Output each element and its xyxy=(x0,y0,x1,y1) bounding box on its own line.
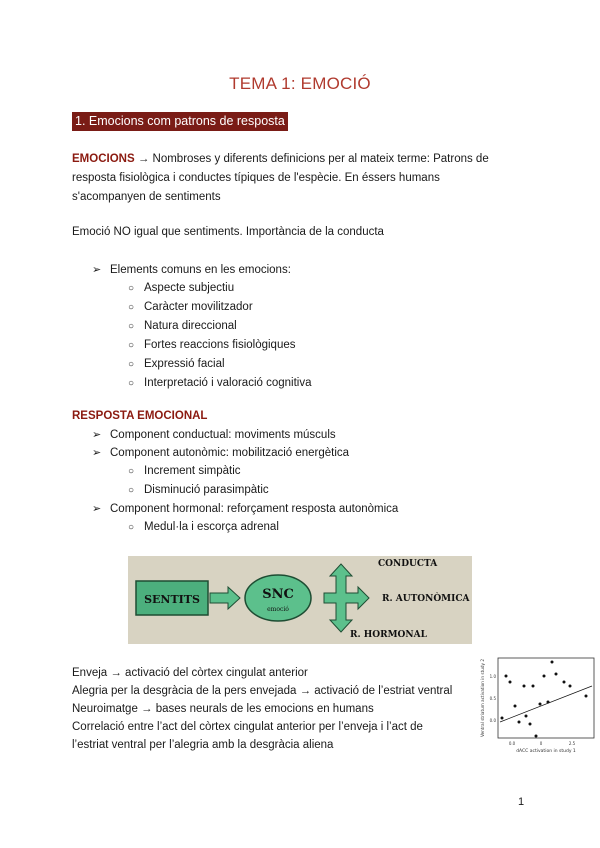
conducta-label: CONDUCTA xyxy=(378,559,438,569)
list-item-text: Component autonòmic: mobilització energètica xyxy=(110,447,350,459)
circle-bullet-icon: ○ xyxy=(128,522,135,533)
list-item-text: Fortes reaccions fisiològiques xyxy=(144,339,296,351)
autonomica-label: R. AUTONÒMICA xyxy=(382,594,470,604)
circle-bullet-icon: ○ xyxy=(128,302,135,313)
circle-bullet-icon: ○ xyxy=(128,283,135,294)
circle-bullet-icon: ○ xyxy=(128,359,135,370)
emotion-response-diagram xyxy=(128,556,472,644)
bottom-line: Correlació entre l’act del còrtex cingulat anterior per l’enveja i l’act de xyxy=(72,721,423,733)
snc-label: SNC xyxy=(262,587,294,602)
scatter-point xyxy=(518,721,521,724)
scatter-ytick: 0.5 xyxy=(489,696,496,701)
list-item xyxy=(92,444,398,462)
elements-heading-text: Elements comuns en les emocions: xyxy=(110,264,291,276)
scatter-point xyxy=(532,685,535,688)
scatter-figure xyxy=(478,656,596,756)
scatter-point xyxy=(514,705,517,708)
list-item-text: Caràcter movilitzador xyxy=(144,301,253,313)
scatter-xlabel: dACC activation in study 1 xyxy=(516,749,576,754)
list-item-text: Component hormonal: reforçament resposta autonòmica xyxy=(110,503,399,515)
list-item-text: Medul·la i escorça adrenal xyxy=(144,521,279,533)
list-item xyxy=(128,298,311,317)
list-item xyxy=(92,481,398,500)
circle-bullet-icon: ○ xyxy=(128,466,135,477)
scatter-point xyxy=(555,673,558,676)
scatter-ylabel: Ventral striatum activation in study 2 xyxy=(480,658,485,738)
list-item xyxy=(128,336,311,355)
scatter-point xyxy=(523,685,526,688)
scatter-ytick: 0.0 xyxy=(489,718,496,723)
list-item xyxy=(92,462,398,481)
scatter-point xyxy=(535,735,538,738)
scatter-point xyxy=(501,717,504,720)
list-item xyxy=(128,355,311,374)
snc-sublabel: emoció xyxy=(267,606,289,613)
arrow-bullet-icon: ➢ xyxy=(92,447,102,459)
resposta-list xyxy=(92,426,398,537)
circle-bullet-icon: ○ xyxy=(128,378,135,389)
list-item-text: Disminució parasimpàtic xyxy=(144,484,269,496)
scatter-point xyxy=(505,675,508,678)
list-item-text: Natura direccional xyxy=(144,320,237,332)
list-item xyxy=(92,426,398,444)
circle-bullet-icon: ○ xyxy=(128,340,135,351)
circle-bullet-icon: ○ xyxy=(128,485,135,496)
scatter-point xyxy=(585,695,588,698)
emocio-no-text: Emoció NO igual que sentiments. Importància de la conducta xyxy=(72,226,384,238)
scatter-point xyxy=(563,681,566,684)
scatter-point xyxy=(543,675,546,678)
emocions-label: EMOCIONS xyxy=(72,153,135,165)
sentits-label: SENTITS xyxy=(144,593,200,606)
bottom-line: l’estriat ventral per l’alegria amb la desgràcia aliena xyxy=(72,739,334,751)
scatter-point xyxy=(529,723,532,726)
arrow-bullet-icon: ➢ xyxy=(92,264,102,276)
list-item-text: Interpretació i valoració cognitiva xyxy=(144,377,312,389)
list-item-text: Expressió facial xyxy=(144,358,225,370)
emocions-line-3: s'acompanyen de sentiments xyxy=(72,191,221,203)
scatter-xtick: 0.0 xyxy=(508,741,516,746)
bottom-line: Neuroimatge → bases neurals de les emocions en humans xyxy=(72,703,374,715)
scatter-xtick: 0 xyxy=(539,741,543,746)
emocions-line-1: → Nombroses y diferents definicions per al mateix terme: Patrons de xyxy=(134,153,489,165)
bottom-paragraph xyxy=(72,664,452,754)
elements-list xyxy=(128,279,311,393)
list-item-text: Component conductual: moviments músculs xyxy=(110,429,336,441)
list-item xyxy=(92,500,398,518)
arrow-bullet-icon: ➢ xyxy=(92,429,102,441)
section-heading: 1. Emocions com patrons de resposta xyxy=(72,112,288,131)
list-item xyxy=(128,317,311,336)
scatter-xtick: 2.5 xyxy=(568,741,576,746)
hormonal-label: R. HORMONAL xyxy=(350,630,427,640)
scatter-ytick: 1.0 xyxy=(489,674,496,679)
scatter-point xyxy=(547,701,550,704)
scatter-point xyxy=(539,703,542,706)
list-item-text: Increment simpàtic xyxy=(144,465,241,477)
arrow-bullet-icon: ➢ xyxy=(92,503,102,515)
bottom-line: Enveja → activació del còrtex cingulat anterior xyxy=(72,667,308,679)
emocions-line-2: resposta fisiològica i conductes típiques de l'espècie. En éssers humans xyxy=(72,172,440,184)
list-item xyxy=(92,518,398,537)
scatter-point xyxy=(551,661,554,664)
circle-bullet-icon: ○ xyxy=(128,321,135,332)
list-item xyxy=(128,374,311,393)
page-number: 1 xyxy=(518,796,525,808)
page-title: TEMA 1: EMOCIÓ xyxy=(229,74,371,93)
resposta-heading: RESPOSTA EMOCIONAL xyxy=(72,410,208,422)
list-item xyxy=(128,279,311,298)
list-item-text: Aspecte subjectiu xyxy=(144,282,235,294)
scatter-point xyxy=(525,715,528,718)
elements-heading xyxy=(92,261,291,279)
scatter-point xyxy=(509,681,512,684)
scatter-point xyxy=(569,685,572,688)
emocions-paragraph xyxy=(72,150,532,207)
scatter-frame xyxy=(498,658,594,738)
bottom-line: Alegria per la desgràcia de la pers envejada → activació de l’estriat ventral xyxy=(72,685,453,697)
